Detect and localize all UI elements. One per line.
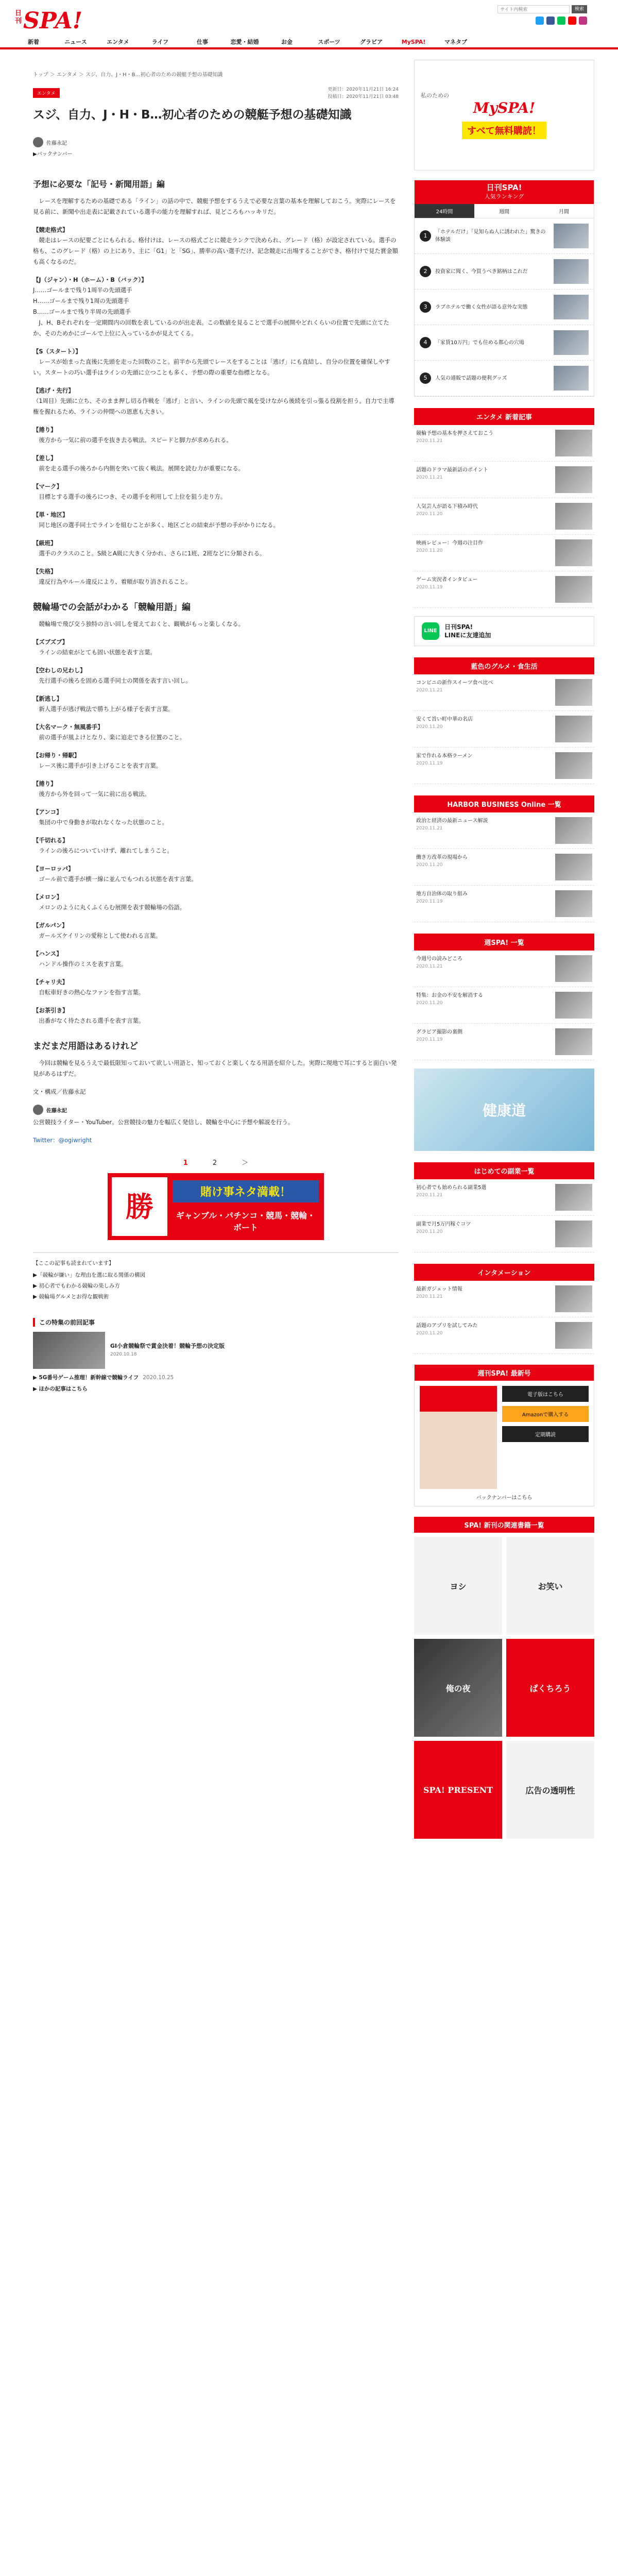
item-title: 働き方改革の現場から xyxy=(416,855,468,860)
term-heading: 【捲り】 xyxy=(33,426,57,433)
ranking xyxy=(414,180,594,397)
item-thumbnail xyxy=(555,1028,592,1055)
paragraph: レース後に選手が引き上げることを表す言葉。 xyxy=(33,762,162,769)
latest-issue xyxy=(414,1364,594,1506)
rank-number: 5 xyxy=(420,372,431,384)
list-item[interactable] xyxy=(414,987,594,1024)
ebook-button[interactable]: 電子版はこちら xyxy=(502,1386,589,1402)
avatar xyxy=(33,137,43,147)
term-heading: 【メロン】 xyxy=(33,893,62,901)
item-title: 映画レビュー：今週の注目作 xyxy=(416,540,483,546)
item-thumbnail xyxy=(555,992,592,1019)
ad-headline: すべて無料購読！ xyxy=(462,122,546,139)
item-thumbnail xyxy=(555,1322,592,1349)
article-title: ほかの記事はこちら xyxy=(39,1386,88,1392)
list-item[interactable] xyxy=(414,674,594,711)
item-date: 2020.11.20 xyxy=(416,548,443,553)
related-link[interactable]: ▶ 初心者でもわかる競輪の楽しみ方 xyxy=(33,1283,120,1289)
item-title: 地方自治体の取り組み xyxy=(416,891,468,897)
item-thumbnail xyxy=(555,1184,592,1211)
ranking-title: 日刊SPA! xyxy=(486,183,522,192)
credit: 文・構成／佐藤永記 xyxy=(33,1088,86,1095)
item-title: 競輪予想の基本を押さえておこう xyxy=(416,431,493,436)
youtube-icon[interactable] xyxy=(568,16,576,25)
item-thumbnail xyxy=(555,679,592,706)
paragraph: 違反行為やルール違反により、着順が取り消されること。 xyxy=(33,578,192,585)
term-heading: 【マーク】 xyxy=(33,483,62,490)
book-item[interactable]: ヨシ xyxy=(414,1537,502,1635)
search-area xyxy=(497,5,587,25)
nav-life[interactable]: ライフ xyxy=(151,39,169,45)
item-thumbnail xyxy=(555,752,592,779)
nav-love[interactable]: 恋愛・結婚 xyxy=(230,39,259,45)
term-heading: 【競走格式】 xyxy=(33,226,68,233)
related-link[interactable]: ▶「競輪が嫌い」な理由を選に取る関係の構図 xyxy=(33,1272,146,1278)
harbor-business-section xyxy=(414,795,594,922)
list-item[interactable] xyxy=(414,1281,594,1317)
book-item[interactable]: 俺の夜 xyxy=(414,1639,502,1737)
paragraph: メロンのように丸くふくらむ展開を表す競輪場の俗語。 xyxy=(33,904,186,911)
entertainment-new xyxy=(414,408,594,608)
related-links xyxy=(33,1252,399,1302)
book-item[interactable]: お笑い xyxy=(506,1537,594,1635)
line-text: 日刊SPA! LINEに友達追加 xyxy=(444,623,491,639)
term-heading: 【S（スタート）】 xyxy=(33,348,81,355)
line-icon: LINE xyxy=(422,622,439,640)
ranking-header xyxy=(415,180,594,204)
ad-logo: MySPA! xyxy=(473,99,536,116)
ad-tag: 私のための xyxy=(421,92,449,99)
paragraph: レースを理解するための基礎である「ライン」の話の中で、競艇予想をするうえで必要な言葉の基本を理解しておこう。実際にレースを見る前に、新聞や出走表に記載されている選手の能力を理解すれば、見どころもハッキリだ。 xyxy=(33,197,396,215)
item-date: 2020.11.21 xyxy=(416,1193,443,1198)
term-heading: 【ヨーロッパ】 xyxy=(33,865,74,872)
item-thumbnail xyxy=(555,1285,592,1312)
breadcrumb[interactable]: トップ ＞ エンタメ ＞ スジ、自力、J・H・B…初心者のための競艇予想の基礎知識 xyxy=(33,72,223,78)
item-thumbnail xyxy=(555,890,592,917)
item-date: 2020.11.21 xyxy=(416,826,443,831)
term-heading: 【チャリ夫】 xyxy=(33,978,68,986)
article xyxy=(33,82,399,1395)
ranking-item[interactable] xyxy=(415,325,594,361)
section-header: インタメーション xyxy=(414,1264,594,1281)
nav-news[interactable]: ニュース xyxy=(64,39,87,45)
paragraph: 競輪場で飛び交う独特の言い回しを覚えておくと、観戦がもっと楽しくなる。 xyxy=(33,620,245,628)
item-date: 2020.11.19 xyxy=(416,761,443,766)
section-header: エンタメ 新着記事 xyxy=(414,408,594,425)
search-button[interactable]: 検索 xyxy=(572,5,587,13)
magazine-cover[interactable] xyxy=(420,1386,497,1489)
nav-work[interactable]: 仕事 xyxy=(197,39,208,45)
item-title: 副業で月5万円稼ぐコツ xyxy=(416,1222,471,1227)
side-business-section xyxy=(414,1162,594,1252)
page-title: スジ、自力、J・H・B…初心者のための競艇予想の基礎知識 xyxy=(33,108,352,122)
list-item[interactable]: ▶ 5G番号ゲーム推理！新幹線で競輪ライフ 2020.10.25 xyxy=(33,1375,174,1381)
search-input[interactable] xyxy=(497,5,570,13)
item-thumbnail xyxy=(555,1221,592,1247)
item-title: 最新ガジェット情報 xyxy=(416,1286,462,1292)
next-page-button[interactable]: ＞ xyxy=(242,1159,249,1167)
avatar xyxy=(33,1105,43,1115)
information-section xyxy=(414,1264,594,1354)
term-heading: 【逃げ・先行】 xyxy=(33,387,74,394)
section-header: はじめての副業一覧 xyxy=(414,1162,594,1179)
previous-articles-heading: この特集の前回記事 xyxy=(33,1318,399,1327)
list-item[interactable] xyxy=(414,951,594,987)
item-date: 2020.11.21 xyxy=(416,964,443,969)
ranking-item[interactable] xyxy=(415,361,594,396)
list-item[interactable] xyxy=(414,711,594,748)
item-title: 人気芸人が語る下積み時代 xyxy=(416,504,478,510)
item-date: 2020.11.19 xyxy=(416,1037,443,1042)
book-item[interactable]: SPA! PRESENT xyxy=(414,1741,502,1839)
article-date: 2020.10.18 xyxy=(110,1352,137,1357)
list-item[interactable] xyxy=(414,462,594,498)
section-header: SPA! 新刊の関連書籍一覧 xyxy=(414,1517,594,1533)
term-heading: 【空わしの兄わし】 xyxy=(33,667,86,674)
item-title: コンビニの新作スイーツ食べ比べ xyxy=(416,680,493,686)
list-item[interactable] xyxy=(414,1216,594,1252)
gourmet-section xyxy=(414,657,594,784)
line-icon[interactable] xyxy=(557,16,565,25)
main-column xyxy=(12,49,414,1839)
myspa-ad[interactable] xyxy=(414,60,594,171)
item-title: 政治と経済の最新ニュース解説 xyxy=(416,818,488,824)
related-links-heading: 【ここの記事も読まれています】 xyxy=(33,1260,114,1266)
list-item[interactable] xyxy=(414,849,594,886)
paragraph: 新人選手が逃げ戦法で勝ち上がる様子を表す言葉。 xyxy=(33,705,174,713)
item-thumbnail xyxy=(555,716,592,742)
article-date: 2020.10.25 xyxy=(143,1375,174,1381)
gamble-banner[interactable] xyxy=(108,1173,324,1240)
related-books xyxy=(414,1517,594,1839)
term-heading: 【大名マーク・無風番手】 xyxy=(33,723,104,731)
item-date: 2020.11.19 xyxy=(416,899,443,904)
nav-sports[interactable]: スポーツ xyxy=(318,39,340,45)
page-1[interactable]: 1 xyxy=(183,1159,188,1167)
ranking-tabs xyxy=(415,204,594,218)
author[interactable] xyxy=(33,137,399,147)
paragraph: 出番がなく待たされる選手を表す言葉。 xyxy=(33,1017,145,1024)
posted-date: 投稿日：2020年11月21日 03:48 xyxy=(328,94,399,99)
rank-number: 3 xyxy=(420,301,431,313)
item-title: 話題のドラマ最新話のポイント xyxy=(416,467,488,473)
list-item[interactable] xyxy=(414,812,594,849)
term-heading: 【アンコ】 xyxy=(33,808,62,816)
rank-title: ラブホテルで働く女性が語る意外な実態 xyxy=(435,304,528,310)
banner-subtitle: ギャンブル・パチンコ・競馬・競輪・ボート xyxy=(176,1211,316,1232)
paragraph: ラインの後ろについていけず、離れてしまうこと。 xyxy=(33,847,173,854)
paragraph: 後方から一気に前の選手を抜き去る戦法。スピードと脚力が求められる。 xyxy=(33,436,232,444)
term-heading: 【ガルパン】 xyxy=(33,922,68,929)
list-item[interactable] xyxy=(414,425,594,462)
weekly-spa-section xyxy=(414,934,594,1060)
rank-title: 投資家に聞く、今買うべき銘柄はこれだ xyxy=(435,268,528,275)
paragraph: 集団の中で身動きが取れなくなった状態のこと。 xyxy=(33,819,168,826)
term-heading: 【級班】 xyxy=(33,539,57,547)
paragraph: ゴール前で選手が横一線に並んでもつれる状態を表す言葉。 xyxy=(33,875,197,883)
category-badge[interactable]: エンタメ xyxy=(33,88,60,98)
item-date: 2020.11.20 xyxy=(416,1229,443,1234)
item-date: 2020.11.20 xyxy=(416,512,443,517)
paragraph: J……ゴールまで残り1周半の先頭選手 H……ゴールまで残り1周の先頭選手 B……ゴールまで残り半周の先頭選手 J、H、Bそれぞれを一定期間内の回数を表しているのが出走表。この数値を見ることで選手の展開やどれくらいの位置で先頭に立てたか、そのためかにゴールで上位に入っているかが見えてくる。 xyxy=(33,286,389,337)
item-thumbnail xyxy=(555,539,592,566)
list-item[interactable] xyxy=(414,886,594,922)
nav-new[interactable]: 新着 xyxy=(28,39,39,45)
term-heading: 【お帰り・帰駅】 xyxy=(33,752,80,759)
nav-myspa[interactable]: MySPA! xyxy=(401,39,426,45)
tab-week[interactable]: 週間 xyxy=(499,209,509,215)
term-heading: 【ズブズブ】 xyxy=(33,638,68,646)
section-header: HARBOR BUSINESS Online 一覧 xyxy=(414,795,594,812)
rank-title: 「ホテルだけ」「見知らぬ人に誘われた」驚きの体験談 xyxy=(435,229,546,243)
term-heading: 【差し】 xyxy=(33,454,57,462)
section-heading: まだまだ用語はあるけれど xyxy=(33,1041,138,1052)
item-title: 話題のアプリを試してみた xyxy=(416,1323,478,1329)
rank-title: 人気の通販で話題の便利グッズ xyxy=(435,375,507,381)
rank-thumbnail xyxy=(554,295,589,319)
item-date: 2020.11.20 xyxy=(416,862,443,868)
paragraph: 選手のクラスのこと。S級とA級に大きく分かれ、さらに1班、2班などに分類される。 xyxy=(33,550,266,557)
list-item[interactable] xyxy=(414,498,594,535)
rank-title: 「家賃10万円」でも住める都心の穴場 xyxy=(435,340,524,346)
item-title: 今週号の読みどころ xyxy=(416,956,462,962)
backnumber-link[interactable]: ▶バックナンバー xyxy=(33,151,73,157)
pagination xyxy=(33,1157,399,1167)
item-title: グラビア撮影の裏側 xyxy=(416,1029,462,1035)
item-date: 2020.11.19 xyxy=(416,585,443,590)
section-header: 週刊SPA! 最新号 xyxy=(415,1365,594,1381)
site-logo[interactable] xyxy=(12,4,83,34)
ranking-item[interactable] xyxy=(415,254,594,290)
section-heading: 予想に必要な「記号・新聞用語」編 xyxy=(33,179,165,189)
section-header: 藍色のグルメ・食生活 xyxy=(414,657,594,674)
nav-entertainment[interactable]: エンタメ xyxy=(107,39,129,45)
paragraph: ハンドル操作のミスを表す言葉。 xyxy=(33,960,127,968)
article-title: 5G番号ゲーム推理！新幹線で競輪ライフ xyxy=(39,1375,139,1381)
rank-thumbnail xyxy=(554,259,589,284)
author-bio-name: 佐藤永記 xyxy=(46,1108,67,1114)
term-heading: 【失格】 xyxy=(33,568,57,575)
facebook-icon[interactable] xyxy=(546,16,555,25)
twitter-link[interactable]: Twitter：@ogiwright xyxy=(33,1137,92,1144)
paragraph: 今回は競輪を見るうえで最低限知っておいて欲しい用語と、知っておくと楽しくなる用語を紹介した。実際に現地で耳にすると面白い発見があるはずだ。 xyxy=(33,1059,397,1077)
item-date: 2020.11.21 xyxy=(416,475,443,480)
item-title: 特集：お金の不安を解消する xyxy=(416,993,483,998)
rank-thumbnail xyxy=(554,366,589,391)
item-thumbnail xyxy=(555,576,592,603)
article-title: GI小倉競輪祭で賞金決着！競輪予想の決定版 xyxy=(110,1343,225,1349)
page-2[interactable]: 2 xyxy=(212,1159,217,1167)
nav-money[interactable]: お金 xyxy=(281,39,293,45)
item-title: 家で作れる本格ラーメン xyxy=(416,753,473,759)
paragraph: （1周目）先頭に立ち、そのまま押し切る作戦を「逃げ」と言い、ラインの先頭で風を受けながら後続を引っ張る役割を担う。自力で主導権を握れるため、ラインの仲間への恩恵も大きい。 xyxy=(33,397,394,415)
item-thumbnail xyxy=(555,503,592,530)
article-thumbnail xyxy=(33,1332,105,1369)
updated-date: 更新日：2020年11月21日 16:24 xyxy=(328,87,399,92)
item-thumbnail xyxy=(555,466,592,493)
ranking-item[interactable] xyxy=(415,218,594,254)
item-thumbnail xyxy=(555,430,592,456)
item-date: 2020.11.20 xyxy=(416,724,443,730)
item-thumbnail xyxy=(555,817,592,844)
author-name: 佐藤永記 xyxy=(46,140,67,146)
paragraph: ラインの結束がとても固い状態を表す言葉。 xyxy=(33,649,156,656)
line-follow-banner[interactable] xyxy=(414,616,594,646)
book-item[interactable]: 広告の透明性 xyxy=(506,1741,594,1839)
twitter-icon[interactable] xyxy=(536,16,544,25)
rank-thumbnail xyxy=(554,330,589,355)
banner-title: 賭け事ネタ満載！ xyxy=(173,1180,319,1202)
banner-logo: 勝 xyxy=(112,1177,167,1236)
paragraph: 競走はレースの紀要ごとにもられる、格付けは、レースの格式ごとに競走ランクで決められ、グレード（格）が設定されている。選手の格も、このグレード（格）の上にあり、主に「G1」と「SG」、勝率の高い選手だけ、記念競走に出場することができ、格付けで見た賞金額も高くなるのだ。 xyxy=(33,236,398,265)
previous-articles xyxy=(33,1318,399,1395)
health-ad[interactable]: 健康道 xyxy=(414,1069,594,1151)
item-title: 安くて旨い町中華の名店 xyxy=(416,717,473,722)
item-title: ゲーム実況者インタビュー xyxy=(416,577,478,583)
backnumber-link[interactable]: バックナンバーはこちら xyxy=(476,1495,533,1501)
paragraph: 目標とする選手の後ろにつき、その選手を利用して上位を狙う走り方。 xyxy=(33,493,227,500)
item-date: 2020.11.21 xyxy=(416,688,443,693)
tab-24h[interactable]: 24時間 xyxy=(415,204,474,218)
amazon-button[interactable]: Amazonで購入する xyxy=(502,1406,589,1422)
ranking-item[interactable] xyxy=(415,290,594,325)
paragraph: レースが始まった直後に先頭を走った回数のこと。前半から先頭でレースをすることは「逃げ」にも直結し、自分の位置を確保しやすい。スタートの巧い選手はラインの先頭に立つことも多く、予想の際の重要な指標となる。 xyxy=(33,358,390,376)
item-date: 2020.11.20 xyxy=(416,1331,443,1336)
author-bio-text: 公営競技ライター・YouTuber。公営競技の魅力を幅広く発信し、競輪を中心に予想や解説を行う。 xyxy=(33,1118,294,1126)
term-heading: 【J（ジャン）・H（ホーム）・B（バック）】 xyxy=(33,276,147,283)
subscribe-button[interactable]: 定期購読 xyxy=(502,1426,589,1442)
tab-month[interactable]: 月間 xyxy=(559,209,569,215)
logo-sub: 日刊 xyxy=(13,9,21,25)
paragraph: 後方から外を回って一気に前に出る戦法。 xyxy=(33,790,150,798)
book-item[interactable]: ぱくちろう xyxy=(506,1639,594,1737)
term-heading: 【新逃し】 xyxy=(33,695,62,702)
item-date: 2020.11.20 xyxy=(416,1001,443,1006)
rank-thumbnail xyxy=(554,224,589,248)
author-bio[interactable] xyxy=(33,1105,399,1115)
sidebar xyxy=(414,49,594,1839)
item-date: 2020.11.21 xyxy=(416,438,443,444)
item-title: 初心者でも始められる副業5選 xyxy=(416,1185,487,1191)
article-dates xyxy=(328,86,399,100)
section-header: 週SPA! 一覧 xyxy=(414,934,594,951)
list-item[interactable]: ▶ ほかの記事はこちら xyxy=(33,1386,88,1392)
list-item[interactable] xyxy=(414,1024,594,1060)
ranking-subtitle: 人気ランキング xyxy=(484,193,524,200)
term-heading: 【千切れる】 xyxy=(33,837,68,844)
paragraph: 前の選手が風よけとなり、楽に追走できる位置のこと。 xyxy=(33,734,186,741)
term-heading: 【ハンス】 xyxy=(33,950,62,957)
logo-main: SPA! xyxy=(23,8,83,34)
list-item[interactable] xyxy=(414,571,594,608)
paragraph: 前を走る選手の後ろから内側を突いて抜く戦法。展開を読む力が重要になる。 xyxy=(33,465,245,472)
item-thumbnail xyxy=(555,955,592,982)
rank-number: 1 xyxy=(420,230,431,242)
list-item[interactable] xyxy=(414,1179,594,1216)
rank-number: 4 xyxy=(420,337,431,348)
rank-number: 2 xyxy=(420,266,431,277)
paragraph: 先行選手の後ろを固める選手同士の関係を表す言い回し。 xyxy=(33,677,192,684)
social-links xyxy=(536,16,587,25)
list-item[interactable] xyxy=(33,1332,399,1369)
term-heading: 【捲り】 xyxy=(33,780,57,787)
list-item[interactable] xyxy=(414,535,594,571)
section-heading: 競輪場での会話がわかる「競輪用語」編 xyxy=(33,602,191,613)
list-item[interactable] xyxy=(414,748,594,784)
list-item[interactable] xyxy=(414,1317,594,1354)
term-heading: 【お茶引き】 xyxy=(33,1007,68,1014)
paragraph: 自転車好きの熱心なファンを指す言葉。 xyxy=(33,989,145,996)
term-heading: 【単・地区】 xyxy=(33,511,68,518)
paragraph: 同じ地区の選手同士でラインを組むことが多く、地区ごとの結束が予想の手がかりになる。 xyxy=(33,521,279,529)
global-nav xyxy=(0,37,618,47)
related-link[interactable]: ▶ 競輪場グルメとお得な観戦術 xyxy=(33,1294,109,1300)
item-date: 2020.11.21 xyxy=(416,1294,443,1299)
nav-gravure[interactable]: グラビア xyxy=(360,39,383,45)
site-header xyxy=(0,0,618,47)
paragraph: ガールズケイリンの愛称として使われる言葉。 xyxy=(33,932,162,939)
item-thumbnail xyxy=(555,854,592,880)
instagram-icon[interactable] xyxy=(579,16,587,25)
nav-monetab[interactable]: マネタブ xyxy=(444,39,467,45)
